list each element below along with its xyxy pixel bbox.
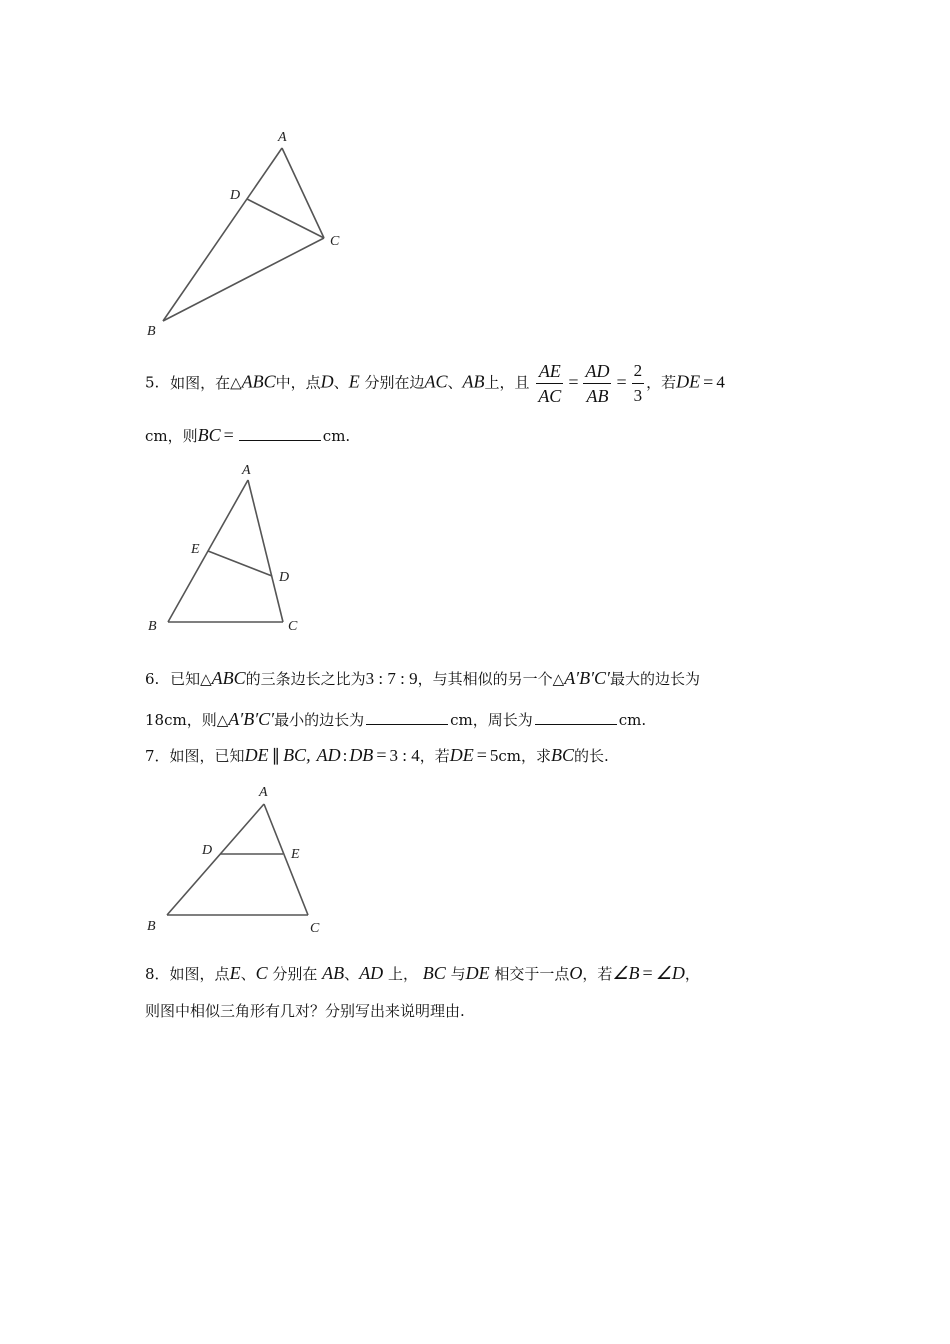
q8-text-3: 上， xyxy=(387,965,418,983)
q8-bc: BC xyxy=(422,963,446,983)
q5-sep-2: 、 xyxy=(447,373,463,392)
q8-text-1: 如图，点 xyxy=(169,965,230,983)
q5-d: D xyxy=(320,371,334,392)
q5-fraction-ad-ab xyxy=(583,360,611,407)
label-e: E xyxy=(291,847,300,862)
q6-triangle-symbol-3: △ xyxy=(216,711,229,729)
q8-ab: AB xyxy=(322,963,345,983)
q6-text-3: ，与其相似的另一个 xyxy=(417,670,553,688)
q8-angle-d: ∠D xyxy=(655,963,685,983)
q5-text-1: 如图，在 xyxy=(170,373,231,392)
question-8-line-1 xyxy=(145,963,700,984)
q6-text-4: 最大的边长为 xyxy=(610,670,701,688)
q7-ratio: 3 : 4 xyxy=(389,746,420,765)
label-b: B xyxy=(148,619,157,634)
label-c: C xyxy=(330,234,340,249)
q6-triangle-symbol: △ xyxy=(200,670,212,688)
q5-equals-2: = xyxy=(616,371,627,392)
q6-triangle-symbol-2: △ xyxy=(552,670,565,688)
label-d: D xyxy=(279,570,290,585)
q5-fraction-1-denominator: AC xyxy=(538,386,562,406)
segment-ab xyxy=(163,148,282,321)
q5-abc: ABC xyxy=(241,371,276,392)
figure-triangle-abc-3-svg xyxy=(140,780,340,940)
q8-sep-2: 、 xyxy=(344,965,360,983)
q6-line2-text-2: 最小的边长为 xyxy=(274,711,365,729)
q5-equals-1: = xyxy=(568,371,579,392)
q6-line2-text-4: cm. xyxy=(618,711,647,729)
q5-equals-3: = xyxy=(703,371,714,392)
q5-number: 5. xyxy=(145,373,160,392)
q5-bc: BC xyxy=(197,425,221,445)
label-a: A xyxy=(259,785,268,800)
q5-text-2: 中，点 xyxy=(275,373,321,392)
q7-equals-1: = xyxy=(376,745,387,765)
q5-de: DE xyxy=(676,371,701,392)
q8-text-7: ， xyxy=(684,965,700,983)
q5-text-3: 分别在边 xyxy=(364,373,425,392)
q7-equals-2: = xyxy=(476,745,487,765)
question-8-line-2 xyxy=(145,1001,465,1021)
label-d: D xyxy=(230,188,241,203)
q8-text-2: 分别在 xyxy=(272,965,318,983)
q7-parallel: ∥ xyxy=(271,746,281,765)
q5-answer-blank[interactable] xyxy=(239,426,321,441)
q8-text-6: ，若 xyxy=(582,965,613,983)
q6-shortest-side-blank[interactable] xyxy=(366,710,448,725)
label-a: A xyxy=(278,130,287,145)
q8-o: O xyxy=(569,963,583,983)
q7-de-2: DE xyxy=(449,745,474,765)
segment-bc xyxy=(163,238,324,321)
q5-line2-end: cm. xyxy=(322,427,351,445)
label-a: A xyxy=(242,463,251,478)
q8-text-4: 与 xyxy=(450,965,466,983)
q5-sep-1: 、 xyxy=(333,373,349,392)
segment-ed xyxy=(208,551,272,576)
q5-e: E xyxy=(348,371,360,392)
q8-c: C xyxy=(255,963,268,983)
figure-triangle-abc-1-svg xyxy=(140,125,360,340)
segment-ab xyxy=(167,804,264,915)
q6-text-2: 的三条边长之比为 xyxy=(245,670,366,688)
q6-line2-text-1: 18cm，则 xyxy=(145,711,217,729)
q5-ab: AB xyxy=(462,371,485,392)
q7-text-3: cm，求 xyxy=(498,747,551,765)
q7-de: DE xyxy=(244,745,269,765)
q7-text-1: 如图，已知 xyxy=(169,747,245,765)
segment-ac xyxy=(282,148,324,238)
question-5-line-1 xyxy=(145,360,725,407)
q5-line2-unit: cm，则 xyxy=(145,427,198,445)
q5-fraction-1-numerator: AE xyxy=(536,360,563,384)
q6-abc-prime: A′B′C′ xyxy=(564,668,610,688)
q7-colon: : xyxy=(342,746,348,765)
q6-perimeter-blank[interactable] xyxy=(535,710,617,725)
q7-number: 7． xyxy=(145,747,170,765)
q6-text-1: 已知 xyxy=(170,670,201,688)
q5-fraction-2-3 xyxy=(632,360,645,407)
q5-equals-4: = xyxy=(223,425,234,445)
segment-dc xyxy=(247,199,324,238)
q8-number: 8． xyxy=(145,965,170,983)
q7-bc: BC xyxy=(283,745,307,765)
q8-equals: = xyxy=(642,963,653,983)
q5-fraction-3-denominator: 3 xyxy=(633,386,643,405)
q7-comma: , xyxy=(306,745,311,765)
q7-db: DB xyxy=(349,745,374,765)
figure-triangle-abc-2 xyxy=(140,458,320,638)
q8-de: DE xyxy=(465,963,490,983)
q5-text-5: ，若 xyxy=(646,373,677,392)
q7-de-value: 5 xyxy=(489,746,499,765)
segment-ac xyxy=(264,804,308,915)
figure-triangle-abc-1 xyxy=(140,125,360,340)
label-e: E xyxy=(191,542,200,557)
label-b: B xyxy=(147,324,156,339)
question-6-line-2 xyxy=(145,709,646,730)
q7-bc-2: BC xyxy=(551,745,575,765)
q6-abc-prime-2: A′B′C′ xyxy=(228,709,275,729)
q6-ratio: 3 : 7 : 9 xyxy=(365,669,418,688)
label-d: D xyxy=(202,843,213,858)
q6-line2-text-3: cm，周长为 xyxy=(450,711,533,729)
q6-number: 6. xyxy=(145,670,160,688)
q8-text-5: 相交于一点 xyxy=(494,965,570,983)
q8-e: E xyxy=(229,963,241,983)
q5-fraction-2-numerator: AD xyxy=(583,360,611,384)
q8-angle-b: ∠B xyxy=(612,963,640,983)
figure-triangle-abc-2-svg xyxy=(140,458,320,638)
q7-text-2: ，若 xyxy=(419,747,450,765)
label-c: C xyxy=(288,619,298,634)
q5-fraction-3-numerator: 2 xyxy=(632,360,645,384)
q7-text-4: 的长. xyxy=(574,747,609,765)
question-7 xyxy=(145,745,609,766)
q5-ac: AC xyxy=(424,371,448,392)
label-c: C xyxy=(310,921,320,936)
q5-fraction-ae-ac xyxy=(536,360,563,407)
q8-sep-1: 、 xyxy=(240,965,256,983)
label-b: B xyxy=(147,919,156,934)
segment-ac xyxy=(248,480,283,622)
q7-ad: AD xyxy=(316,745,341,765)
q5-triangle-symbol: △ xyxy=(230,373,242,392)
q5-text-4: 上，且 xyxy=(484,373,530,392)
q5-de-value: 4 xyxy=(716,372,725,392)
figure-triangle-abc-3 xyxy=(140,780,340,940)
question-5-line-2 xyxy=(145,425,350,446)
question-6-line-1 xyxy=(145,668,700,689)
q5-fraction-2-denominator: AB xyxy=(586,386,609,406)
q6-abc: ABC xyxy=(211,668,246,688)
q8-ad: AD xyxy=(359,963,384,983)
q8-line2: 则图中相似三角形有几对？分别写出来说明理由. xyxy=(145,1002,465,1020)
